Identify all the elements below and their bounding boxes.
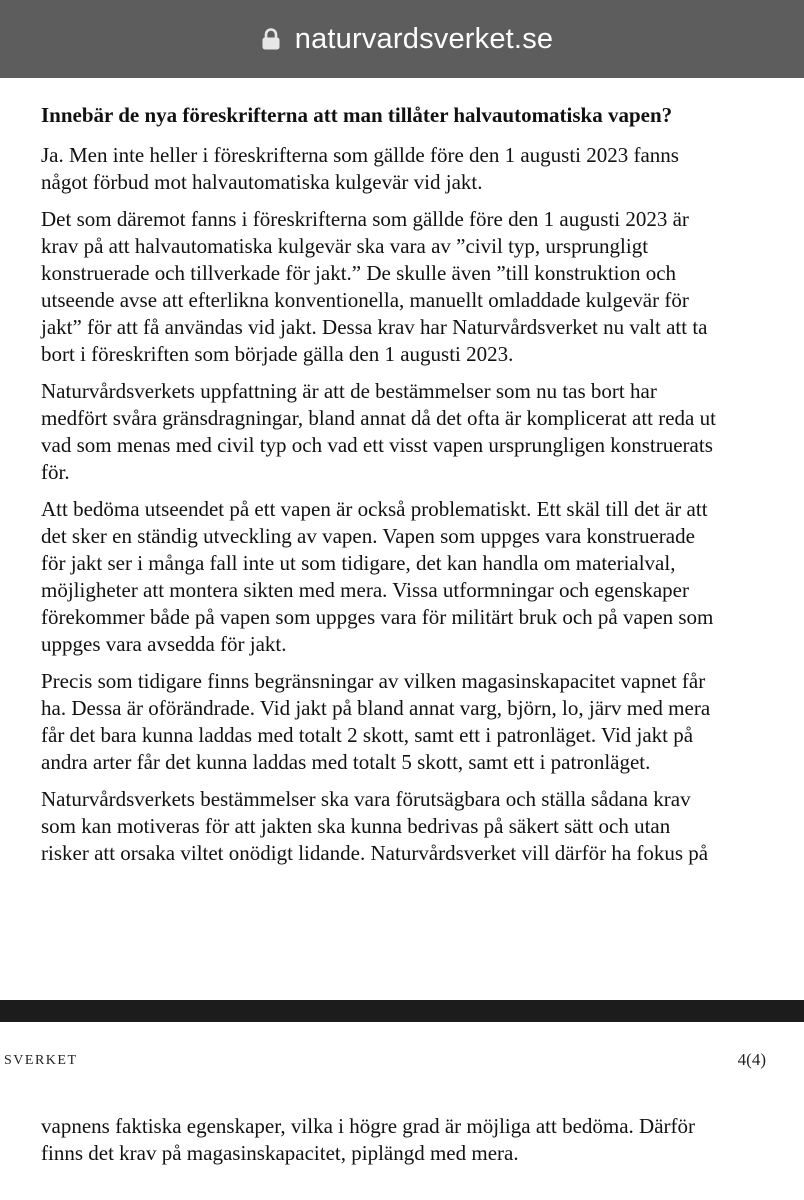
address-inner [261, 23, 553, 56]
footer-agency-name: SVERKET [4, 1053, 78, 1068]
lock-icon [261, 28, 281, 50]
paragraph-4 [41, 496, 791, 658]
url-text[interactable]: naturvardsverket.se [294, 22, 554, 55]
page2-paragraph [41, 1113, 791, 1167]
text-line: uppges vara avsedda för jakt. [41, 632, 287, 656]
next-page [0, 1022, 804, 1200]
text-line: vapnens faktiska egenskaper, vilka i högre grad är möjliga att bedöma. Därför [41, 1114, 696, 1138]
text-line: som kan motiveras för att jakten ska kunna bedrivas på säkert sätt och utan [41, 814, 671, 838]
page-separator [0, 1000, 804, 1022]
text-line: ha. Dessa är oförändrade. Vid jakt på bland annat varg, björn, lo, järv med mera [41, 696, 711, 720]
text-line: något förbud mot halvautomatiska kulgevär vid jakt. [41, 170, 483, 194]
text-line: risker att orsaka viltet onödigt lidande. Naturvårdsverket vill därför ha fokus på [41, 841, 709, 865]
section-heading: Innebär de nya föreskrifterna att man tillåter halvautomatiska vapen? [41, 103, 673, 127]
text-line: Ja. Men inte heller i föreskrifterna som gällde före den 1 augusti 2023 fanns [41, 143, 679, 167]
text-line: förekommer både på vapen som uppges vara för militärt bruk och på vapen som [41, 605, 714, 629]
text-line: Precis som tidigare finns begränsningar av vilken magasinskapacitet vapnet får [41, 669, 706, 693]
text-line: Naturvårdsverkets bestämmelser ska vara förutsägbara och ställa sådana krav [41, 787, 691, 811]
text-line: för. [41, 460, 70, 484]
paragraph-6 [41, 786, 791, 867]
text-line: utseende avse att efterlikna konventionella, manuellt omladdade kulgevär för [41, 288, 689, 312]
text-line: möjligheter att montera sikten med mera. Vissa utformningar och egenskaper [41, 578, 689, 602]
text-line: Naturvårdsverkets uppfattning är att de bestämmelser som nu tas bort har [41, 379, 657, 403]
text-line: konstruerade och tillverkade för jakt.” De skulle även ”till konstruktion och [41, 261, 677, 285]
text-line: får det bara kunna laddas med totalt 2 skott, samt ett i patronläget. Vid jakt på [41, 723, 694, 747]
text-line: för jakt ser i många fall inte ut som tidigare, det kan handla om materialval, [41, 551, 676, 575]
paragraph-1 [41, 142, 791, 196]
text-line: Det som däremot fanns i föreskrifterna som gällde före den 1 augusti 2023 är [41, 207, 689, 231]
text-line: medfört svåra gränsdragningar, bland annat då det ofta är komplicerat att reda ut [41, 406, 716, 430]
text-line: andra arter får det kunna laddas med totalt 5 skott, samt ett i patronläget. [41, 750, 651, 774]
text-line: Att bedöma utseendet på ett vapen är också problematiskt. Ett skäl till det är att [41, 497, 708, 521]
page-number: 4(4) [737, 1050, 766, 1069]
text-line: krav på att halvautomatiska kulgevär ska vara av ”civil typ, ursprungligt [41, 234, 649, 258]
text-line: det sker en ständig utveckling av vapen. Vapen som uppges vara konstruerade [41, 524, 695, 548]
text-line: jakt” för att få användas vid jakt. Dessa krav har Naturvårdsverket nu valt att ta [41, 315, 708, 339]
document-body [41, 102, 791, 877]
address-bar[interactable] [0, 0, 804, 78]
paragraph-5 [41, 668, 791, 776]
document-page [0, 78, 804, 1000]
text-line: finns det krav på magasinskapacitet, piplängd med mera. [41, 1141, 519, 1165]
paragraph-2 [41, 206, 791, 368]
text-line: vad som menas med civil typ och vad ett visst vapen ursprungligen konstruerats [41, 433, 713, 457]
text-line: bort i föreskriften som började gälla den 1 augusti 2023. [41, 342, 514, 366]
paragraph-3 [41, 378, 791, 486]
